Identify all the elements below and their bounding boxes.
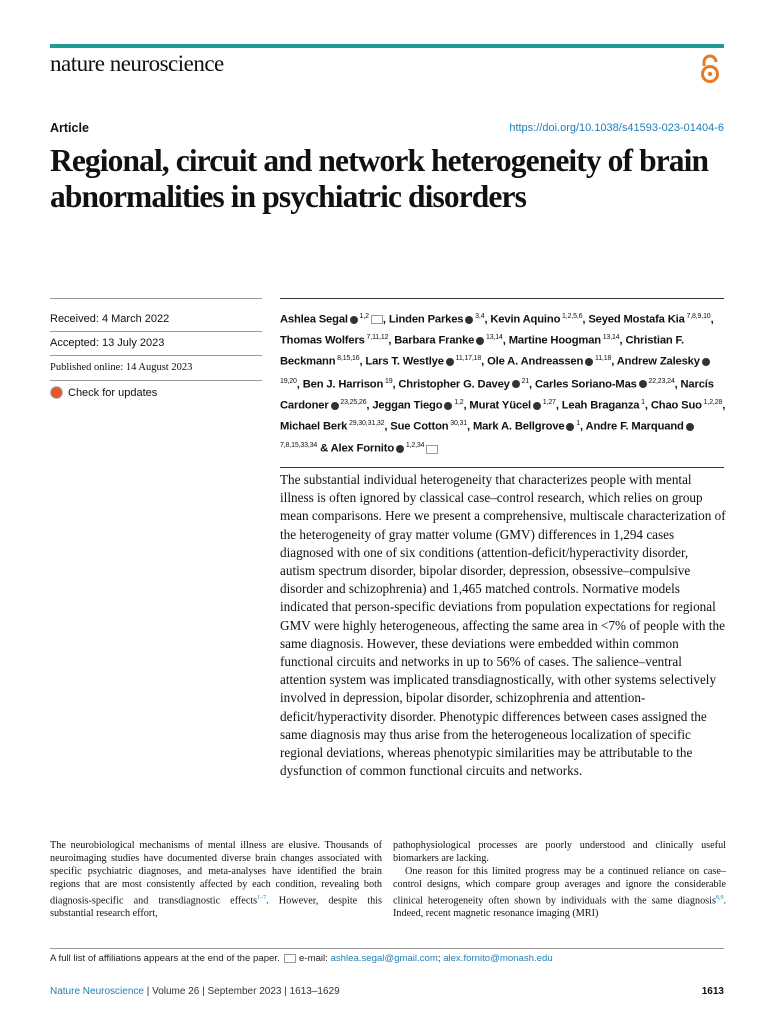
author-affiliation: 1,2,28 — [701, 398, 723, 406]
author-name[interactable]: Andre F. Marquand — [585, 420, 684, 433]
author-affiliation: 7,8,9,10 — [684, 313, 711, 320]
orcid-icon[interactable] — [350, 316, 358, 324]
orcid-icon[interactable] — [396, 445, 404, 453]
author-name[interactable]: Seyed Mostafa Kia — [588, 313, 685, 326]
email-link-segal[interactable]: ashlea.segal@gmail.com — [330, 953, 438, 964]
divider — [50, 298, 262, 299]
article-type-label: Article — [50, 121, 89, 135]
author-affiliation: 21 — [519, 377, 530, 385]
author-affiliation: 11,18 — [593, 355, 612, 363]
body-right-column — [393, 840, 726, 921]
author-name[interactable]: Sue Cotton — [390, 420, 449, 433]
divider — [280, 298, 724, 299]
orcid-icon[interactable] — [585, 358, 593, 366]
footer-journal-link[interactable]: Nature Neuroscience — [50, 986, 144, 997]
author-name[interactable]: Martine Hoogman — [508, 334, 601, 347]
orcid-icon[interactable] — [512, 380, 520, 388]
orcid-icon[interactable] — [446, 358, 454, 366]
author-name[interactable]: Ben J. Harrison — [302, 378, 384, 391]
doi-link[interactable]: https://doi.org/10.1038/s41593-023-01404-6 — [509, 122, 724, 134]
author-name[interactable]: Linden Parkes — [388, 313, 464, 326]
author-name[interactable]: Ashlea Segal — [280, 313, 348, 326]
author-name[interactable]: Christopher G. Davey — [398, 378, 510, 391]
footer-issue: | Volume 26 | September 2023 | 1613–1629 — [146, 986, 340, 997]
author-name[interactable]: Mark A. Bellgrove — [472, 420, 565, 433]
author-affiliation: 1,2 — [357, 313, 369, 320]
author-name[interactable]: Jeggan Tiego — [372, 399, 443, 412]
email-separator: ; — [437, 953, 441, 964]
author-name[interactable]: Thomas Wolfers — [280, 334, 365, 347]
author-affiliation: 7,11,12 — [364, 334, 389, 342]
email-link-fornito[interactable]: alex.fornito@monash.edu — [443, 953, 553, 964]
divider — [50, 948, 724, 949]
author-affiliation: 19,20 — [280, 377, 297, 385]
author-affiliation: 13,14 — [484, 334, 503, 342]
abstract: The substantial individual heterogeneity that characterizes people with mental illness is often ignored by classical case–control research, which relies on group mean comparisons. Here we present a comprehensive, multiscale characterization of the heterogeneity of gray matter volume (GMV) differences in 1,294 cases diagnosed with one of six conditions (attention-deficit/hyperactivity disorder, autism spectrum disorder, bipolar disorder, depression, obsessive–compulsive disorder and schizophrenia) and 1,465 matched controls. Normative models indicated that person-specific deviations from population expectations for regional GMV were highly heterogeneous, affecting the same area in <7% of people with the same diagnosis. However, these deviations were embedded within common functional circuits and networks in up to 56% of cases. The salience–ventral attention system was implicated transdiagnostically, with other systems selectively involved in depression, bipolar disorder, schizophrenia and attention-deficit/hyperactivity disorder. Phenotypic differences between cases assigned the same diagnosis may thus arise from the heterogeneous localization of specific regional deviations, whereas phenotypic similarities may be attributable to the dysfunction of common functional circuits and networks. — [280, 472, 726, 779]
mail-icon[interactable] — [426, 445, 438, 454]
affiliations-footnote — [50, 953, 553, 964]
author-affiliation: 11,17,18 — [453, 355, 482, 363]
body-left-column — [50, 840, 382, 921]
orcid-icon[interactable] — [331, 402, 339, 410]
author-affiliation: 1,2,34 — [404, 442, 425, 450]
author-name[interactable]: Murat Yücel — [469, 399, 531, 412]
page-number: 1613 — [701, 986, 724, 997]
author-name[interactable]: Alex Fornito — [330, 443, 395, 456]
author-name[interactable]: Ole A. Andreassen — [487, 356, 584, 369]
citation-link[interactable]: 8,9 — [715, 894, 724, 901]
body-text: . Indeed, recent magnetic resonance imaging (MRI) — [393, 895, 726, 919]
check-for-updates-icon — [50, 386, 63, 399]
author-name[interactable]: Kevin Aquino — [490, 313, 561, 326]
orcid-icon[interactable] — [639, 380, 647, 388]
author-affiliation: 3,4 — [473, 313, 485, 320]
footnote-text: A full list of affiliations appears at the end of the paper. — [50, 953, 280, 964]
received-date: Received: 4 March 2022 — [50, 313, 170, 325]
author-affiliation: 30,31 — [448, 420, 468, 428]
body-text: . However, despite this substantial research effort, — [50, 895, 382, 919]
divider — [280, 467, 724, 468]
author-name[interactable]: Narcís Cardoner — [280, 378, 714, 412]
author-affiliation: 22,23,24 — [646, 377, 675, 385]
check-for-updates-label: Check for updates — [68, 386, 158, 399]
author-name[interactable]: Lars T. Westlye — [365, 356, 444, 369]
author-name[interactable]: Andrew Zalesky — [616, 356, 700, 369]
divider — [50, 355, 262, 356]
author-list: Ashlea Segal $^{1,2}$ , Linden Parkes $^{3,4}$, Kevin Aquino $^{1,2,5,6}$, Seyed Mostafa Kia $^{7,8,9,10}$, Thomas Wolfers $^{7,11,12}$, Barbara Franke $^{13,14}$, Martine Hoogman $^{13,14}$, Christian F. Beckmann $^{8,15,16}$, Lars T. Westlye $^{11,17,18}$, Ole A. Andreassen $^{11,18}$, Andrew Zalesky $^{19,20}$, Ben J. Harrison $^{19}$, Christopher G. Davey $^{21}$, Carles Soriano-Mas $^{22,23,24}$, Narcís Cardoner $^{23,25,26}$, Jeggan Tiego $^{1,2}$, Murat Yücel $^{1,27}$, Leah Braganza $^1$, Chao Suo $^{1,2,28}$, Michael Berk $^{29,30,31,32}$, Sue Cotton $^{30,31}$, Mark A. Bellgrove $^1$, Andre F. Marquand $^{7,8,15,33,34}$ & Alex Fornito $^{1,2,34}$ — [280, 313, 726, 456]
author-affiliation: 29,30,31,32 — [347, 420, 385, 428]
orcid-icon[interactable] — [702, 358, 710, 366]
published-date: Published online: 14 August 2023 — [50, 362, 193, 373]
orcid-icon[interactable] — [533, 402, 541, 410]
header-accent-bar — [50, 44, 724, 48]
body-text: The neurobiological mechanisms of mental illness are elusive. Thousands of neuroimaging studies have documented diverse brain changes associated with specific psychiatric diagnoses, and meta-analyses have identified the brain regions that are most consistently affected by each condition, revealing both diagnosis-specific and transdiagnostic effects — [50, 840, 382, 907]
author-name[interactable]: Christian F. Beckmann — [280, 334, 684, 369]
check-for-updates-button[interactable] — [50, 386, 262, 399]
journal-name[interactable]: nature neuroscience — [50, 51, 224, 76]
author-affiliation: 23,25,26 — [338, 398, 367, 406]
body-text: pathophysiological processes are poorly understood and clinically useful biomarkers are lacking. — [393, 840, 726, 864]
author-affiliation: 1,2,5,6 — [560, 313, 583, 320]
author-affiliation: 1 — [639, 398, 645, 406]
author-affiliation: 13,14 — [600, 334, 620, 342]
author-name[interactable]: Carles Soriano-Mas — [534, 378, 637, 391]
author-affiliation: 19 — [383, 377, 393, 385]
email-label: e-mail: — [299, 953, 328, 964]
page-title: Regional, circuit and network heterogeneity of brain abnormalities in psychiatric disorders — [50, 143, 709, 214]
mail-icon[interactable] — [371, 315, 383, 324]
open-access-lock-icon — [698, 54, 722, 84]
divider — [50, 331, 262, 332]
divider — [50, 380, 262, 381]
citation-link[interactable]: 1–7 — [257, 894, 267, 901]
author-name[interactable]: Michael Berk — [280, 420, 348, 433]
author-affiliation: 1,2 — [452, 398, 464, 406]
orcid-icon[interactable] — [686, 423, 694, 431]
author-name[interactable]: Barbara Franke — [394, 334, 475, 347]
author-affiliation: 1,27 — [540, 398, 556, 406]
author-affiliation: 8,15,16 — [335, 355, 360, 363]
accepted-date: Accepted: 13 July 2023 — [50, 337, 165, 349]
author-affiliation: 1 — [574, 420, 581, 428]
author-name[interactable]: Chao Suo — [650, 399, 702, 412]
mail-icon — [284, 954, 296, 963]
author-name[interactable]: Leah Braganza — [561, 399, 640, 412]
author-affiliation: 7,8,15,33,34 — [280, 442, 318, 450]
body-text: One reason for this limited progress may be a continued reliance on case–control designs, which compare group averages and ignore the considerable clinical heterogeneity often shown by individuals with the same diagnosis — [393, 865, 726, 907]
page-footer — [50, 986, 340, 997]
